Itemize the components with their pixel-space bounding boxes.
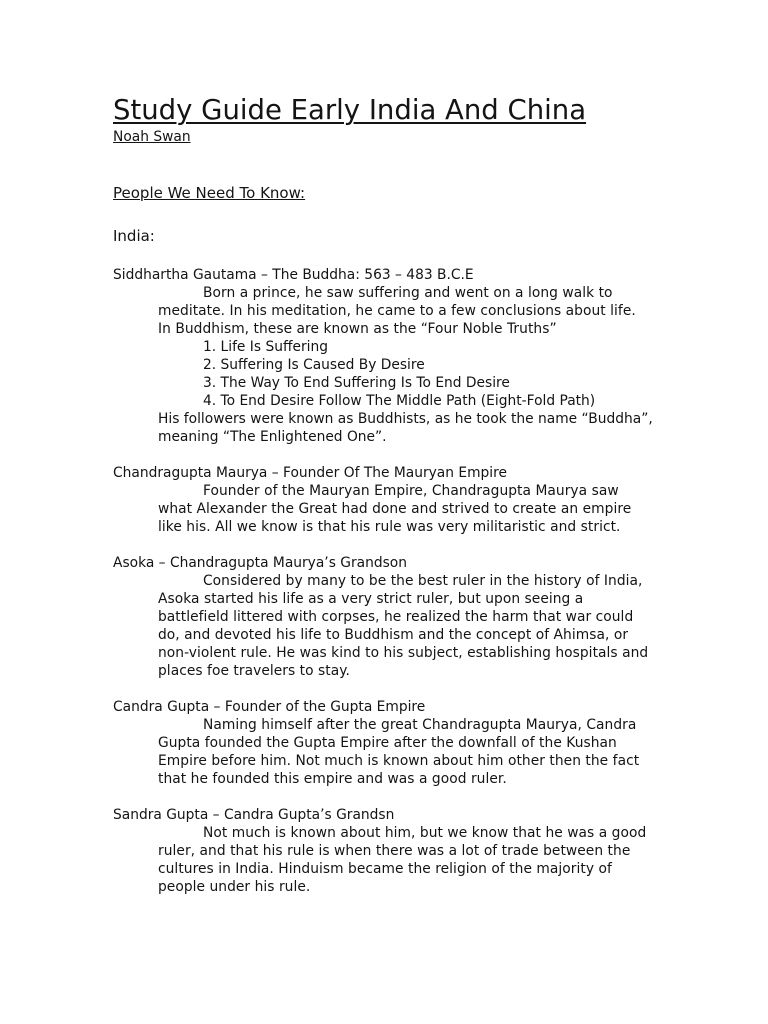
list-item: 4. To End Desire Follow The Middle Path (Eight-Fold Path) (203, 393, 596, 409)
entry-heading: Candra Gupta – Founder of the Gupta Empire (113, 699, 426, 715)
document-page (113, 92, 653, 895)
noble-truths-list (203, 338, 653, 410)
entry-asoka (113, 554, 653, 680)
list-item: 3. The Way To End Suffering Is To End Desire (203, 375, 510, 391)
entry-heading: Asoka – Chandragupta Maurya’s Grandson (113, 555, 407, 571)
document-author: Noah Swan (113, 129, 191, 145)
entry-candra-gupta (113, 698, 653, 788)
entry-heading: Chandragupta Maurya – Founder Of The Mauryan Empire (113, 465, 507, 481)
entry-body: Considered by many to be the best ruler in the history of India, Asoka started his life as a very strict ruler, but upon seeing a battlefield littered with corpses, he realized the harm that war could do, and devoted his life to Buddhism and the concept of Ahimsa, or non-violent rule. He was kind to his subject, establishing hospitals and places foe travelers to stay. (158, 573, 649, 679)
region-heading: India: (113, 227, 155, 245)
entry-body: Born a prince, he saw suffering and went on a long walk to meditate. In his meditation, he came to a few conclusions about life. In Buddhism, these are known as the “Four Noble Truths” (158, 285, 636, 337)
entry-sandra-gupta (113, 806, 653, 896)
section-heading: People We Need To Know: (113, 184, 306, 202)
entry-body: Not much is known about him, but we know that he was a good ruler, and that his rule is when there was a lot of trade between the cultures in India. Hinduism became the religion of the majority of people under his rule. (158, 825, 647, 895)
list-item: 2. Suffering Is Caused By Desire (203, 357, 425, 373)
document-title: Study Guide Early India And China (113, 94, 587, 126)
entry-body: Founder of the Mauryan Empire, Chandragupta Maurya saw what Alexander the Great had done and strived to create an empire like his. All we know is that his rule was very militaristic and strict. (158, 483, 632, 535)
entry-buddha (113, 266, 653, 446)
entry-followup: His followers were known as Buddhists, as he took the name “Buddha”, meaning “The Enlightened One”. (158, 411, 653, 445)
list-item: 1. Life Is Suffering (203, 339, 328, 355)
entry-heading: Siddhartha Gautama – The Buddha: 563 – 483 B.C.E (113, 267, 474, 283)
entry-chandragupta (113, 464, 653, 536)
entry-body: Naming himself after the great Chandragupta Maurya, Candra Gupta founded the Gupta Empire after the downfall of the Kushan Empire before him. Not much is known about him other then the fact that he founded this empire and was a good ruler. (158, 717, 640, 787)
entries-list (113, 266, 653, 914)
entry-heading: Sandra Gupta – Candra Gupta’s Grandsn (113, 807, 395, 823)
